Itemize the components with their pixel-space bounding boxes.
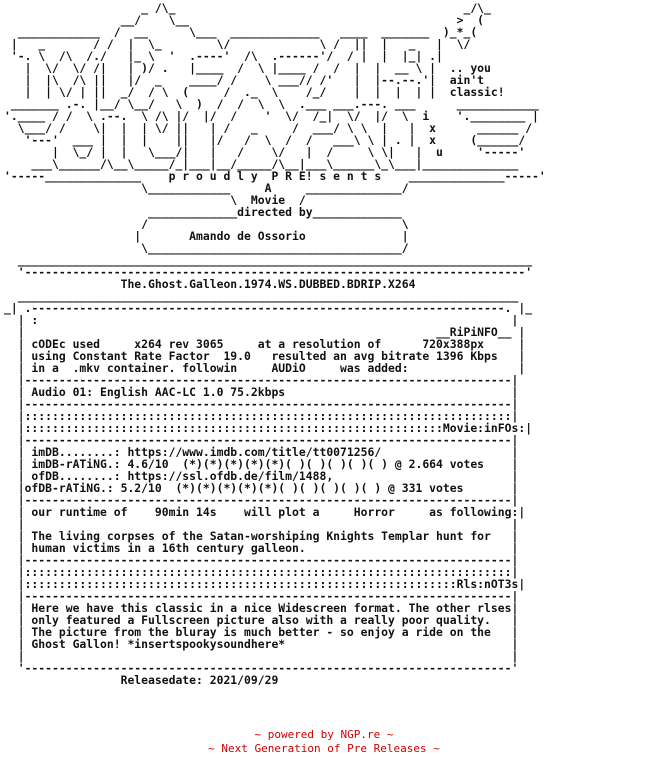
footer-tagline: ~ Next Generation of Pre Releases ~ <box>208 742 440 755</box>
nfo-line: | | <box>4 649 519 663</box>
nfo-line: _| .---------------------------------------------------------------------. |_ <box>4 301 533 315</box>
nfo-line: _________________________________________________________________________ <box>4 289 519 303</box>
nfo-line: | \_/ | | \___/| | / \/ | / \ \| | u '-----' <box>4 145 526 159</box>
footer <box>0 728 648 756</box>
nfo-line: | | \/ | || _/ / \ ( / ._ \ /_/ | | | | | classic! <box>4 85 505 99</box>
nfo-line: | Here we have this classic in a nice Widescreen format. The other rlses| <box>4 601 519 615</box>
nfo-line: |-----------------------------------------------------------------------| <box>4 493 519 507</box>
nfo-line: Releasedate: 2021/09/29 <box>4 673 279 687</box>
nfo-line: |:::::::::::::::::::::::::::::::::::::::::::::::::::::::::::::Movie:inFOs:| <box>4 421 533 435</box>
nfo-line: | : | <box>4 313 519 327</box>
nfo-line: |-----------------------------------------------------------------------| <box>4 397 519 411</box>
nfo-line: / \ <box>4 217 409 231</box>
nfo-line: |-----------------------------------------------------------------------| <box>4 433 519 447</box>
nfo-line: ____________ / __ \___ _____________ ____ _______ )_*_( <box>4 25 478 39</box>
nfo-line: |:::::::::::::::::::::::::::::::::::::::::::::::::::::::::::::::Rls:nOT3s| <box>4 577 526 591</box>
nfo-line: | _ / / | \_ \/ \ / || | _ | \/ <box>4 37 471 51</box>
nfo-line: |ofDB-rATiNG.: 5.2/10 (*)(*)(*)(*)(*)( )( )( )( )( ) @ 331 votes | <box>4 481 519 495</box>
nfo-line: | The living corpses of the Satan-worshiping Knights Templar hunt for | <box>4 529 519 543</box>
nfo-text <box>4 2 546 686</box>
nfo-line: | imDB-rATiNG.: 4.6/10 (*)(*)(*)(*)(*)( )( )( )( )( ) @ 2.664 votes | <box>4 457 519 471</box>
nfo-line: | only featured a Fullscreen picture also with a really poor quality. | <box>4 613 519 627</box>
nfo-line: _ /\_ _/\_ <box>4 1 491 15</box>
nfo-line: '.____ / / \ .--. \ /\ |/ |/ / ' \/ /_| \/ |/ \ i '.________ | <box>4 109 539 123</box>
nfo-line: | Ghost Gallon! *insertspookysoundhere* | <box>4 637 519 651</box>
nfo-line: | The picture from the bluray is much better - so enjoy a ride on the | <box>4 625 519 639</box>
nfo-line: ___\______/\__\_____/_|___|__/_____/\__|___\______\_\___|______________ <box>4 157 519 171</box>
nfo-line: | using Constant Rate Factor 19.0 resulted an avg bitrate 1396 Kbps | <box>4 349 526 363</box>
footer-powered-by: ~ powered by NGP.re ~ <box>254 728 394 741</box>
nfo-line: The.Ghost.Galleon.1974.WS.DUBBED.BDRIP.X264 <box>4 277 416 291</box>
nfo-line: '-----------------------------------------------------------------------' <box>4 661 519 675</box>
nfo-line: _______ .-. |__/ \__/ \ ) / / \ \ .___ ___.---. ___ ____________ <box>4 97 539 111</box>
nfo-line: _____________directed by_____________ <box>4 205 402 219</box>
nfo-line: __/ \__ > ( <box>4 13 485 27</box>
nfo-line: | |\ /\ || |/ _ ____/ / \ ___// /' | |--.--.'| ain't <box>4 73 485 87</box>
nfo-line: '-----______________ p r o u d l y P R E! s e n t s ______________-----' <box>4 169 546 183</box>
nfo-line: | cODEc used x264 rev 3065 at a resolution of 720x388px | <box>4 337 526 351</box>
nfo-line: | imDB........: https://www.imdb.com/title/tt0071256/ | <box>4 445 519 459</box>
nfo-line: | | <box>4 517 519 531</box>
nfo-line: '-------------------------------------------------------------------------' <box>4 265 533 279</box>
nfo-line: | __RiPiNFO__ | <box>4 325 526 339</box>
nfo-line: \_____________________________________/ <box>4 241 409 255</box>
nfo-line: ___________________________________________________________________________ <box>4 253 533 267</box>
nfo-line: | human victims in a 16th century galleon. | <box>4 541 519 555</box>
nfo-line: | our runtime of 90min 14s will plot a Horror as following:| <box>4 505 526 519</box>
nfo-line: | in a .mkv container. followin AUDiO was added: | <box>4 361 526 375</box>
nfo-line: |:::::::::::::::::::::::::::::::::::::::::::::::::::::::::::::::::::::::| <box>4 565 519 579</box>
nfo-line: \____________ A ______________/ <box>4 181 409 195</box>
nfo-line: \___/ / \| | | \/ || | / _ / ___/ \ \ | | x ______ / <box>4 121 533 135</box>
nfo-line: |:::::::::::::::::::::::::::::::::::::::::::::::::::::::::::::::::::::::| <box>4 409 519 423</box>
nfo-line: | \/ \/ /| | )/ . |____ / \ |____ / / | | __ \ | .. you <box>4 61 491 75</box>
nfo-line: | ofDB........: https://ssl.ofdb.de/film/1488, | <box>4 469 519 483</box>
nfo-line: '-. \ /\ /./ |_ \ ' .----' /\ .------'/ / | | |_| .| <box>4 49 443 63</box>
nfo-line: |-----------------------------------------------------------------------| <box>4 373 519 387</box>
nfo-line: | Amando de Ossorio | <box>4 229 409 243</box>
nfo-line: \ Movie / <box>4 193 306 207</box>
nfo-line: | Audio 01: English AAC-LC 1.0 75.2kbps | <box>4 385 519 399</box>
nfo-line: '---' ___ | | | || |/ / \ / / ___\ \ | . | x (______/ <box>4 133 526 147</box>
nfo-line: |-----------------------------------------------------------------------| <box>4 589 519 603</box>
nfo-line: |-----------------------------------------------------------------------| <box>4 553 519 567</box>
